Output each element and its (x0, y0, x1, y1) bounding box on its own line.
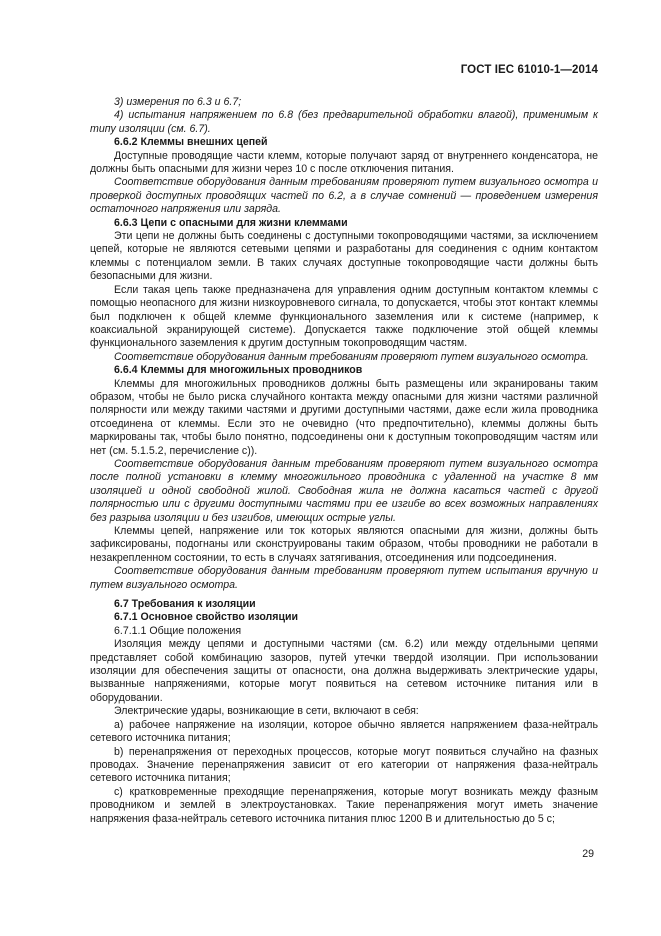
section-heading: 6.6.3 Цепи с опасными для жизни клеммами (114, 216, 348, 229)
list-item: с) кратковременные преходящие перенапряжения, которые могут возникать между фазным проводником и землей в электроустановках. Такие перенапряжения могут иметь значение напряжения фаза-нейтраль сетевого источника питания плюс 1200 В и длительностью до 5 с; (90, 785, 598, 825)
paragraph: 4) испытания напряжением по 6.8 (без предварительной обработки влагой), применимым к типу изоляции (см. 6.7). (90, 109, 598, 135)
list-item: b) перенапряжения от переходных процессов, которые могут появиться случайно на фазных проводах. Значение перенапряжения зависит от его категории от напряжения фаза-нейтраль сетевого источника питания; (90, 745, 598, 785)
document-body (90, 96, 598, 826)
document-code-header: ГОСТ IEC 61010-1—2014 (460, 64, 598, 76)
paragraph: Если такая цепь также предназначена для управления одним доступным контактом клеммы с помощью неопасного для жизни низкоуровневого сигнала, то допускается, чтобы этот контакт клеммы был подключен к общей клемме функционального заземления или к системе (например, к коаксиальной экранирующей системе). Допускается также подключение этой общей клеммы функционального заземления к другим доступным токопроводящим частям. (90, 283, 598, 350)
paragraph: Клеммы цепей, напряжение или ток которых являются опасными для жизни, должны быть зафиксированы, подогнаны или сконструированы таким образом, чтобы проводники не работали в незакрепленном состоянии, то есть в случаях затягивания, отсоединения или подсоединения. (90, 525, 598, 564)
compliance-paragraph: Соответствие оборудования данным требованиям проверяют путем визуального осмотра после полной установки в клемму многожильного проводника с удаленной на участке 8 мм изоляцией и одной свободной жилой. Свободная жила не должна касаться частей с другой полярностью или с другими доступными частями при ее изгибе во всех возможных направлениях без разрыва изоляции и без изгибов, имеющих острые углы. (90, 457, 598, 524)
compliance-paragraph: Соответствие оборудования данным требованиям проверяют путем визуального осмотра. (114, 350, 589, 363)
subsection-title: 6.7.1.1 Общие положения (114, 624, 242, 637)
compliance-paragraph: Соответствие оборудования данным требованиям проверяют путем испытания вручную и путем визуального осмотра. (90, 565, 598, 591)
list-item: а) рабочее напряжение на изоляции, которое обычно является напряжением фаза-нейтраль сетевого источника питания; (90, 718, 598, 745)
page-number: 29 (582, 848, 594, 860)
section-heading: 6.6.4 Клеммы для многожильных проводников (114, 364, 363, 377)
paragraph: Доступные проводящие части клемм, которые получают заряд от внутреннего конденсатора, не должны быть опасными для жизни через 10 с после отключения питания. (90, 149, 598, 176)
paragraph: 3) измерения по 6.3 и 6.7; (114, 96, 242, 108)
paragraph: Эти цепи не должны быть соединены с доступными токопроводящими частями, за исключением цепей, которые не являются сетевыми цепями и разработаны для соединения с одним контактом клеммы с потенциалом земли. В таких случаях доступные токопроводящие части должны быть безопасными для жизни. (90, 230, 598, 283)
section-heading: 6.7.1 Основное свойство изоляции (114, 611, 299, 624)
paragraph: Клеммы для многожильных проводников должны быть размещены или экранированы таким образом, чтобы не было риска случайного контакта между опасными для жизни частями различной полярности или между такими частями и другими доступными частями, даже если жила проводника отсоединена от клеммы. Если это не очевидно (что предпочтительно), клеммы должны быть маркированы так, чтобы было понятно, подсоединены они к доступным токопроводящим частям или нет (см. 5.1.5.2, перечисление с)). (90, 377, 598, 457)
compliance-paragraph: Соответствие оборудования данным требованиям проверяют путем визуального осмотра и проверкой доступных проводящих частей по 6.2, а в случае сомнений — проведением измерения остаточного напряжения или заряда. (90, 176, 598, 216)
paragraph: Изоляция между цепями и доступными частями (см. 6.2) или между отдельными цепями представляет собой комбинацию зазоров, путей утечки твердой изоляции. При использовании изоляции для обеспечения защиты от опасности, она должна выдерживать электрические удары, вызванные напряжениями, которые могут появиться на сетевом источнике питания или в оборудовании. (90, 638, 598, 704)
paragraph: Электрические удары, возникающие в сети, включают в себя: (114, 705, 419, 718)
section-heading: 6.6.2 Клеммы внешних цепей (114, 136, 268, 149)
section-heading: 6.7 Требования к изоляции (114, 598, 256, 611)
